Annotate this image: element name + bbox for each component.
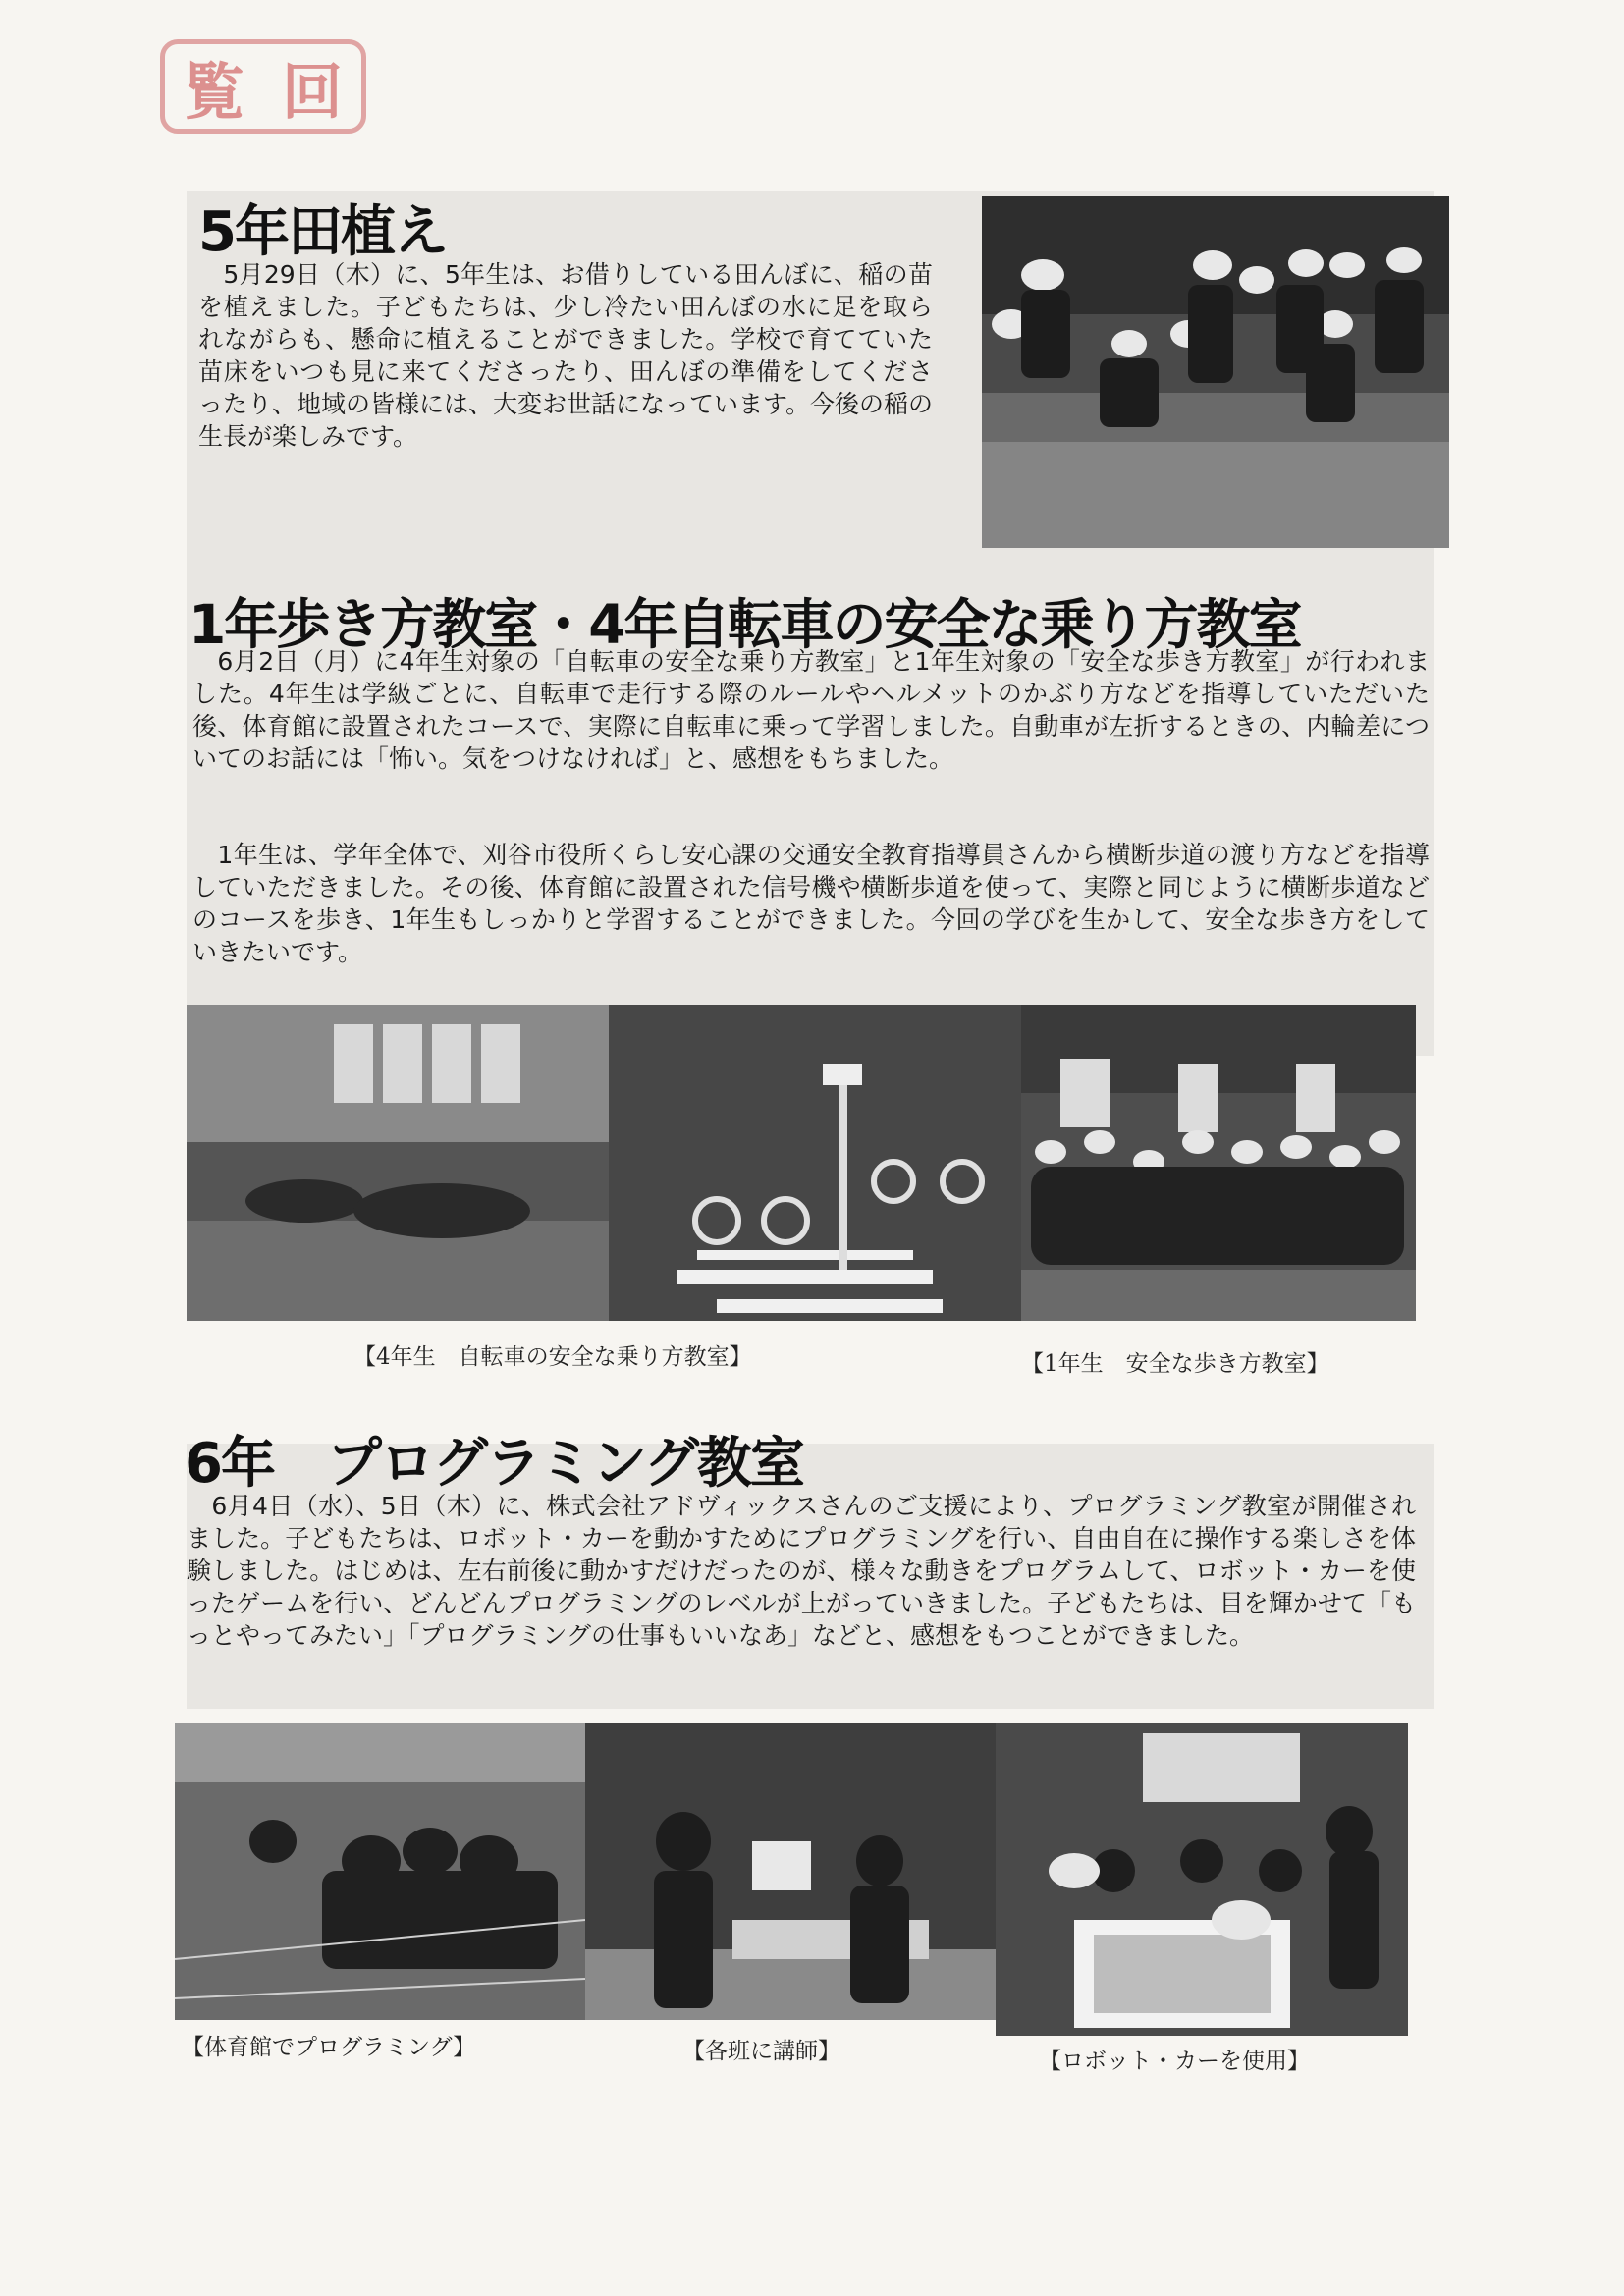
section-title-rice-planting: 5年田植え (198, 200, 447, 264)
section-body-rice-planting: 5月29日（木）に、5年生は、お借りしている田んぼに、稲の苗を植えました。子どもたちは、少し冷たい田んぼの水に足を取られながらも、懸命に植えることができました。学校で育てていた苗床をいつも見に来てくださったり、田んぼの準備をしてくださったり、地域の皆様には、大変お世話になっています。今後の稲の生長が楽しみです。 (198, 260, 934, 451)
stamp-char-2: 回 (281, 55, 343, 128)
caption-bicycle-class: 【4年生 自転車の安全な乗り方教室】 (353, 1344, 752, 1370)
approval-stamp (160, 39, 366, 134)
photo-gym-programming (175, 1723, 585, 2020)
section-body-programming: 6月4日（水）、5日（木）に、株式会社アドヴィックスさんのご支援により、プログラミング教室が開催されました。子どもたちは、ロボット・カーを動かすためにプログラミングを行い、自由自在に操作する楽しさを体験しました。はじめは、左右前後に動かすだけだったのが、様々な動きをプログラムして、ロボット・カーを使ったゲームを行い、どんどんプログラミングのレベルが上がっていきました。子どもたちは、目を輝かせて「もっとやってみたい」「プログラミングの仕事もいいなあ」などと、感想をもつことができました。 (187, 1492, 1416, 1650)
photo-rice-planting (982, 196, 1449, 548)
stamp-char-1: 覧 (183, 55, 244, 128)
section-title-programming: 6年 プログラミング教室 (185, 1432, 803, 1496)
caption-gym-programming: 【体育館でプログラミング】 (182, 2035, 476, 2060)
caption-walking-class: 【1年生 安全な歩き方教室】 (1021, 1351, 1329, 1377)
photo-robot-car (996, 1723, 1408, 2036)
section-title-safety-classes: 1年歩き方教室・4年自転車の安全な乗り方教室 (189, 593, 1301, 656)
photo-instructors (585, 1723, 996, 2020)
section-body-safety-classes-2: 1年生は、学年全体で、刈谷市役所くらし安心課の交通安全教育指導員さんから横断歩道の渡り方などを指導していただきました。その後、体育館に設置された信号機や横断歩道を使って、実際と同じように横断歩道などのコースを歩き、1年生もしっかりと学習することができました。今回の学びを生かして、安全な歩き方をしていきたいです。 (192, 841, 1430, 966)
caption-instructors: 【各班に講師】 (682, 2039, 840, 2064)
section-body-safety-classes-1: 6月2日（月）に4年生対象の「自転車の安全な乗り方教室」と1年生対象の「安全な歩き方教室」が行われました。4年生は学級ごとに、自転車で走行する際のルールやヘルメットのかぶり方などを指導していただいた後、体育館に設置されたコースで、実際に自転車に乗って学習しました。自動車が左折するときの、内輪差についてのお話には「怖い。気をつけなければ」と、感想をもちました。 (192, 647, 1430, 773)
photo-bicycle-class (187, 1005, 1021, 1321)
photo-walking-class (1021, 1005, 1416, 1321)
caption-robot-car: 【ロボット・カーを使用】 (1039, 2049, 1310, 2074)
